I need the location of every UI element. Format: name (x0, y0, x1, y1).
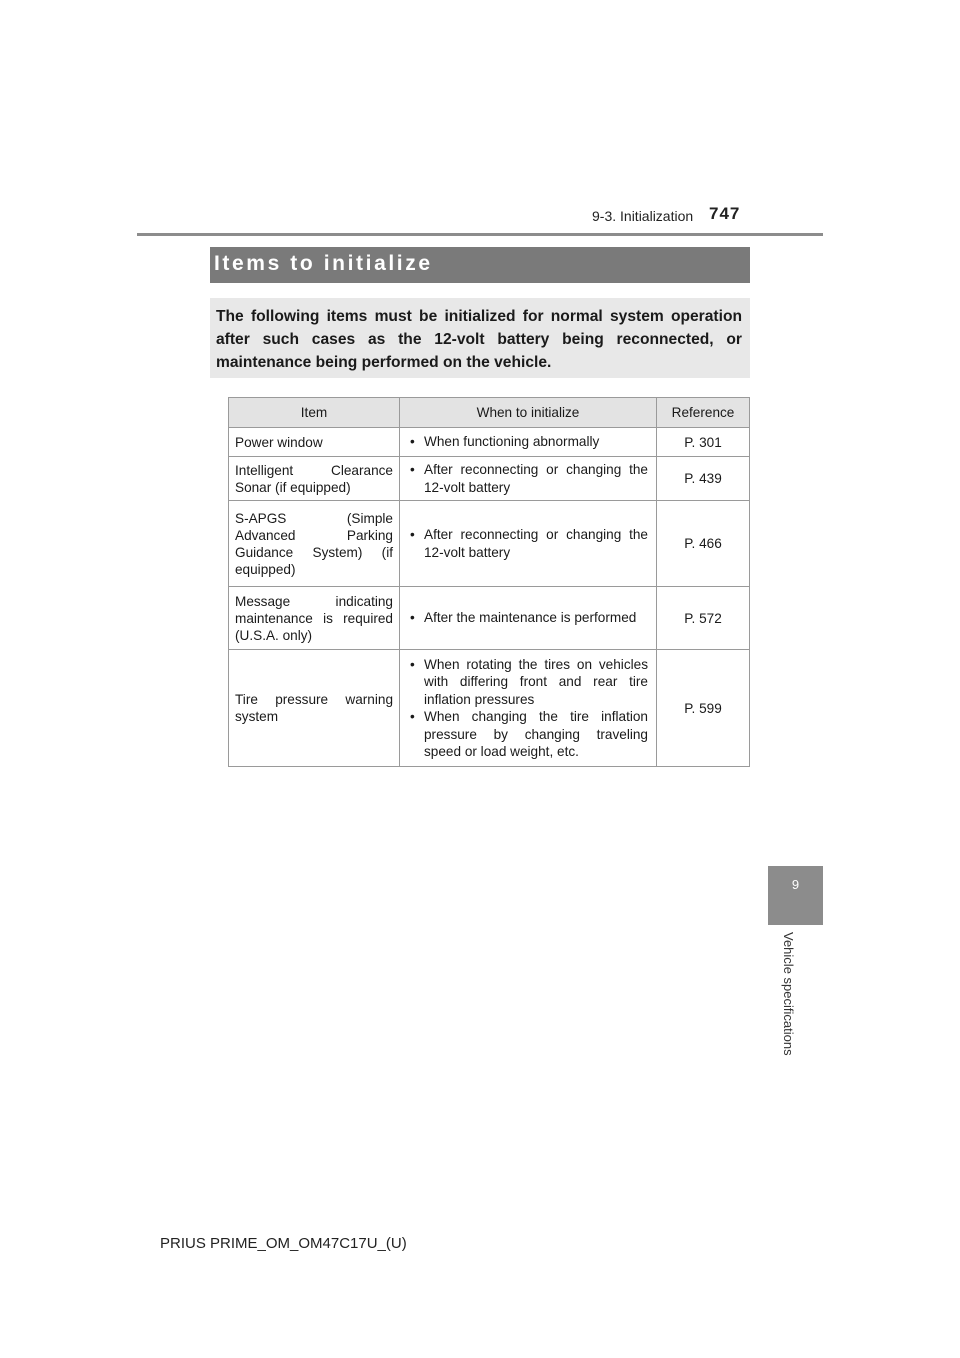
reference-cell: P. 599 (657, 650, 750, 767)
column-header-item: Item (229, 398, 400, 428)
when-cell (400, 587, 657, 650)
bullet-item: • After reconnecting or changing the 12-volt battery (410, 461, 648, 496)
title-bar (210, 247, 750, 283)
table-row (229, 650, 750, 767)
column-header-when: When to initialize (400, 398, 657, 428)
initialization-table (228, 397, 750, 767)
chapter-label: Vehicle specifications (781, 932, 796, 1056)
item-cell: Intelligent Clearance Sonar (if equipped) (229, 457, 400, 501)
reference-cell: P. 439 (657, 457, 750, 501)
bullet-item: • When rotating the tires on vehicles with differing front and rear tire inflation pressures (410, 656, 648, 709)
when-cell (400, 457, 657, 501)
item-cell: S-APGS (Simple Advanced Parking Guidance System) (if equipped) (229, 501, 400, 587)
when-cell (400, 501, 657, 587)
section-title: 9-3. Initialization (592, 208, 694, 224)
table-row (229, 428, 750, 457)
bullet-item: • When changing the tire inflation pressure by changing traveling speed or load weight, etc. (410, 708, 648, 761)
page-number: 747 (709, 204, 741, 223)
page-title: Items to initialize (214, 252, 433, 275)
table-row (229, 501, 750, 587)
table-header-row (229, 398, 750, 428)
item-cell: Tire pressure warning system (229, 650, 400, 767)
column-header-reference: Reference (657, 398, 750, 428)
intro-text: The following items must be initialized for normal system operation after such cases as the 12-volt battery being reconnected, or maintenance being performed on the vehicle. (216, 308, 742, 371)
chapter-tab (768, 866, 823, 925)
when-cell (400, 428, 657, 457)
item-cell: Message indicating maintenance is required (U.S.A. only) (229, 587, 400, 650)
chapter-number: 9 (791, 877, 800, 892)
reference-cell: P. 572 (657, 587, 750, 650)
reference-cell: P. 466 (657, 501, 750, 587)
item-cell: Power window (229, 428, 400, 457)
when-cell (400, 650, 657, 767)
bullet-item: • When functioning abnormally (410, 433, 648, 451)
table-row (229, 457, 750, 501)
bullet-item: • After the maintenance is performed (410, 609, 648, 627)
table-row (229, 587, 750, 650)
footer-manual-code: PRIUS PRIME_OM_OM47C17U_(U) (160, 1235, 407, 1252)
bullet-item: • After reconnecting or changing the 12-volt battery (410, 526, 648, 561)
reference-cell: P. 301 (657, 428, 750, 457)
intro-box (210, 298, 750, 378)
header-rule (137, 233, 823, 236)
